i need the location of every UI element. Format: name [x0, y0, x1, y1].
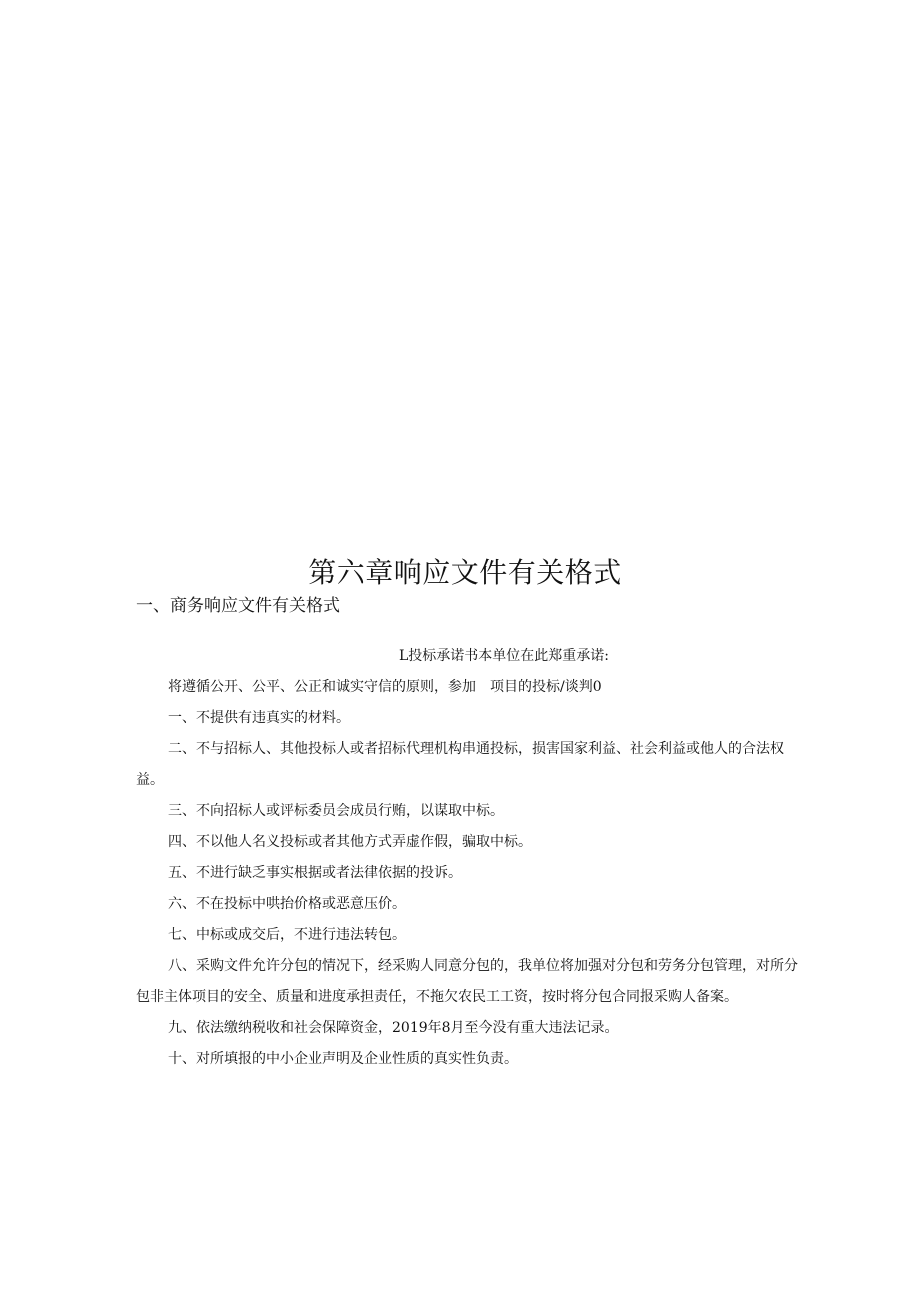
commitment-body — [136, 672, 800, 1075]
commitment-letter-heading: L投标承诺书本单位在此郑重承诺: — [399, 648, 610, 664]
section-heading: 一、商务响应文件有关格式 — [136, 596, 340, 616]
commitment-item-9: 九、依法缴纳税收和社会保障资金，2019年8月至今没有重大违法记录。 — [168, 1020, 619, 1036]
commitment-item-5: 五、不进行缺乏事实根据或者法律依据的投诉。 — [168, 865, 462, 881]
commitment-item-1: 一、不提供有违真实的材料。 — [168, 710, 350, 726]
commitment-item-4: 四、不以他人名义投标或者其他方式弄虚作假，骗取中标。 — [168, 834, 532, 850]
commitment-item-7: 七、中标或成交后，不进行违法转包。 — [168, 927, 406, 943]
intro-paragraph: 将遵循公开、公平、公正和诚实守信的原则，参加 项目的投标/谈判0 — [168, 679, 602, 695]
commitment-item-2: 二、不与招标人、其他投标人或者招标代理机构串通投标，损害国家利益、社会利益或他人的合法权益。 — [136, 741, 784, 788]
commitment-item-3: 三、不向招标人或评标委员会成员行贿，以谋取中标。 — [168, 803, 504, 819]
commitment-item-6: 六、不在投标中哄抬价格或恶意压价。 — [168, 896, 406, 912]
commitment-item-10: 十、对所填报的中小企业声明及企业性质的真实性负责。 — [168, 1051, 518, 1067]
commitment-item-8: 八、采购文件允许分包的情况下，经采购人同意分包的，我单位将加强对分包和劳务分包管理，对所分包非主体项目的安全、质量和进度承担责任，不拖欠农民工工资，按时将分包合同报采购人备案。 — [136, 958, 798, 1005]
chapter-title: 第六章响应文件有关格式 — [308, 556, 622, 589]
